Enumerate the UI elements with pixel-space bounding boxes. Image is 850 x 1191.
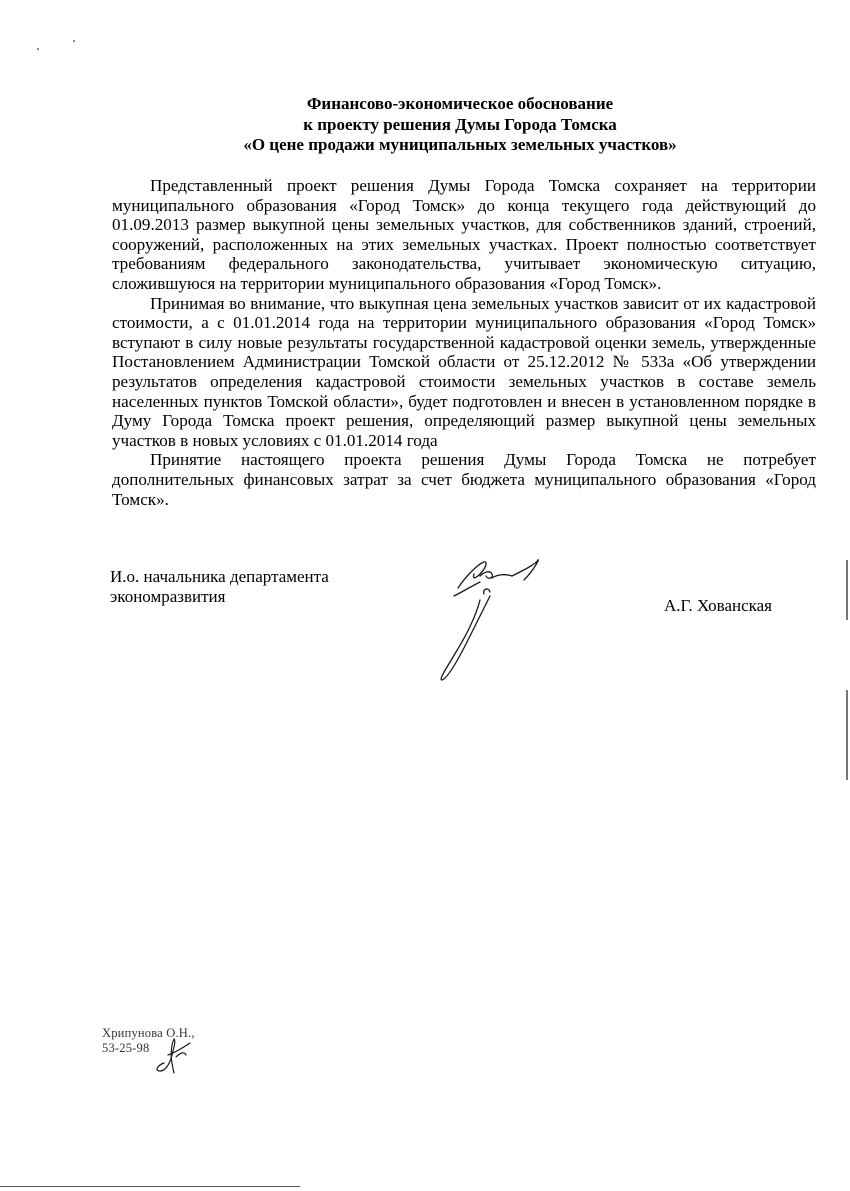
executor-name: Хрипунова О.Н.,: [102, 1026, 195, 1040]
scan-edge-mark: [846, 560, 848, 620]
signatory-position: [110, 567, 329, 607]
scan-speck: [73, 40, 75, 42]
signature-icon: [428, 556, 548, 686]
title-line-1: Финансово-экономическое обоснование: [306, 94, 614, 113]
signatory-name: А.Г. Хованская: [664, 596, 773, 615]
title-line-2: к проекту решения Думы Города Томска: [303, 114, 617, 134]
paragraph-2: Принимая во внимание, что выкупная цена земельных участков зависит от их кадастровой стоимости, а с 01.01.2014 года на территории муниципального образования «Город Томск» вступают в силу новые результаты государственной кадастровой оценки земель, утвержденные Постановлением Администрации Томской области от 25.12.2012 № 533а «Об утверждении результатов определения кадастровой стоимости земельных участков в составе земель населенных пунктов Томской области», будет подготовлен и внесен в установленном порядке в Думу Города Томска проект решения, определяющий размер выкупной цены земельных участков в новых условиях с 01.01.2014 года: [112, 293, 816, 450]
document-body: [112, 176, 816, 509]
scan-edge-mark: [846, 690, 848, 780]
scan-speck: [37, 48, 39, 50]
paragraph-3: Принятие настоящего проекта решения Думы Города Томска не потребует дополнительных финансовых затрат за счет бюджета муниципального образования «Город Томск».: [112, 450, 816, 509]
initials-icon: [150, 1033, 194, 1075]
document-title: [150, 94, 770, 156]
title-line-3: «О цене продажи муниципальных земельных участков»: [243, 135, 677, 154]
scan-bottom-line: [0, 1186, 300, 1187]
position-line-2: экономразвития: [110, 587, 226, 606]
executor-phone: 53-25-98: [102, 1041, 150, 1055]
position-line-1: И.о. начальника департамента: [110, 567, 329, 586]
paragraph-1: Представленный проект решения Думы Города Томска сохраняет на территории муниципального образования «Город Томск» до конца текущего года действующий до 01.09.2013 размер выкупной цены земельных участков, для собственников зданий, строений, сооружений, расположенных на этих земельных участках. Проект полностью соответствует требованиям федерального законодательства, учитывает экономическую ситуацию, сложившуюся на территории муниципального образования «Город Томск».: [112, 176, 816, 293]
